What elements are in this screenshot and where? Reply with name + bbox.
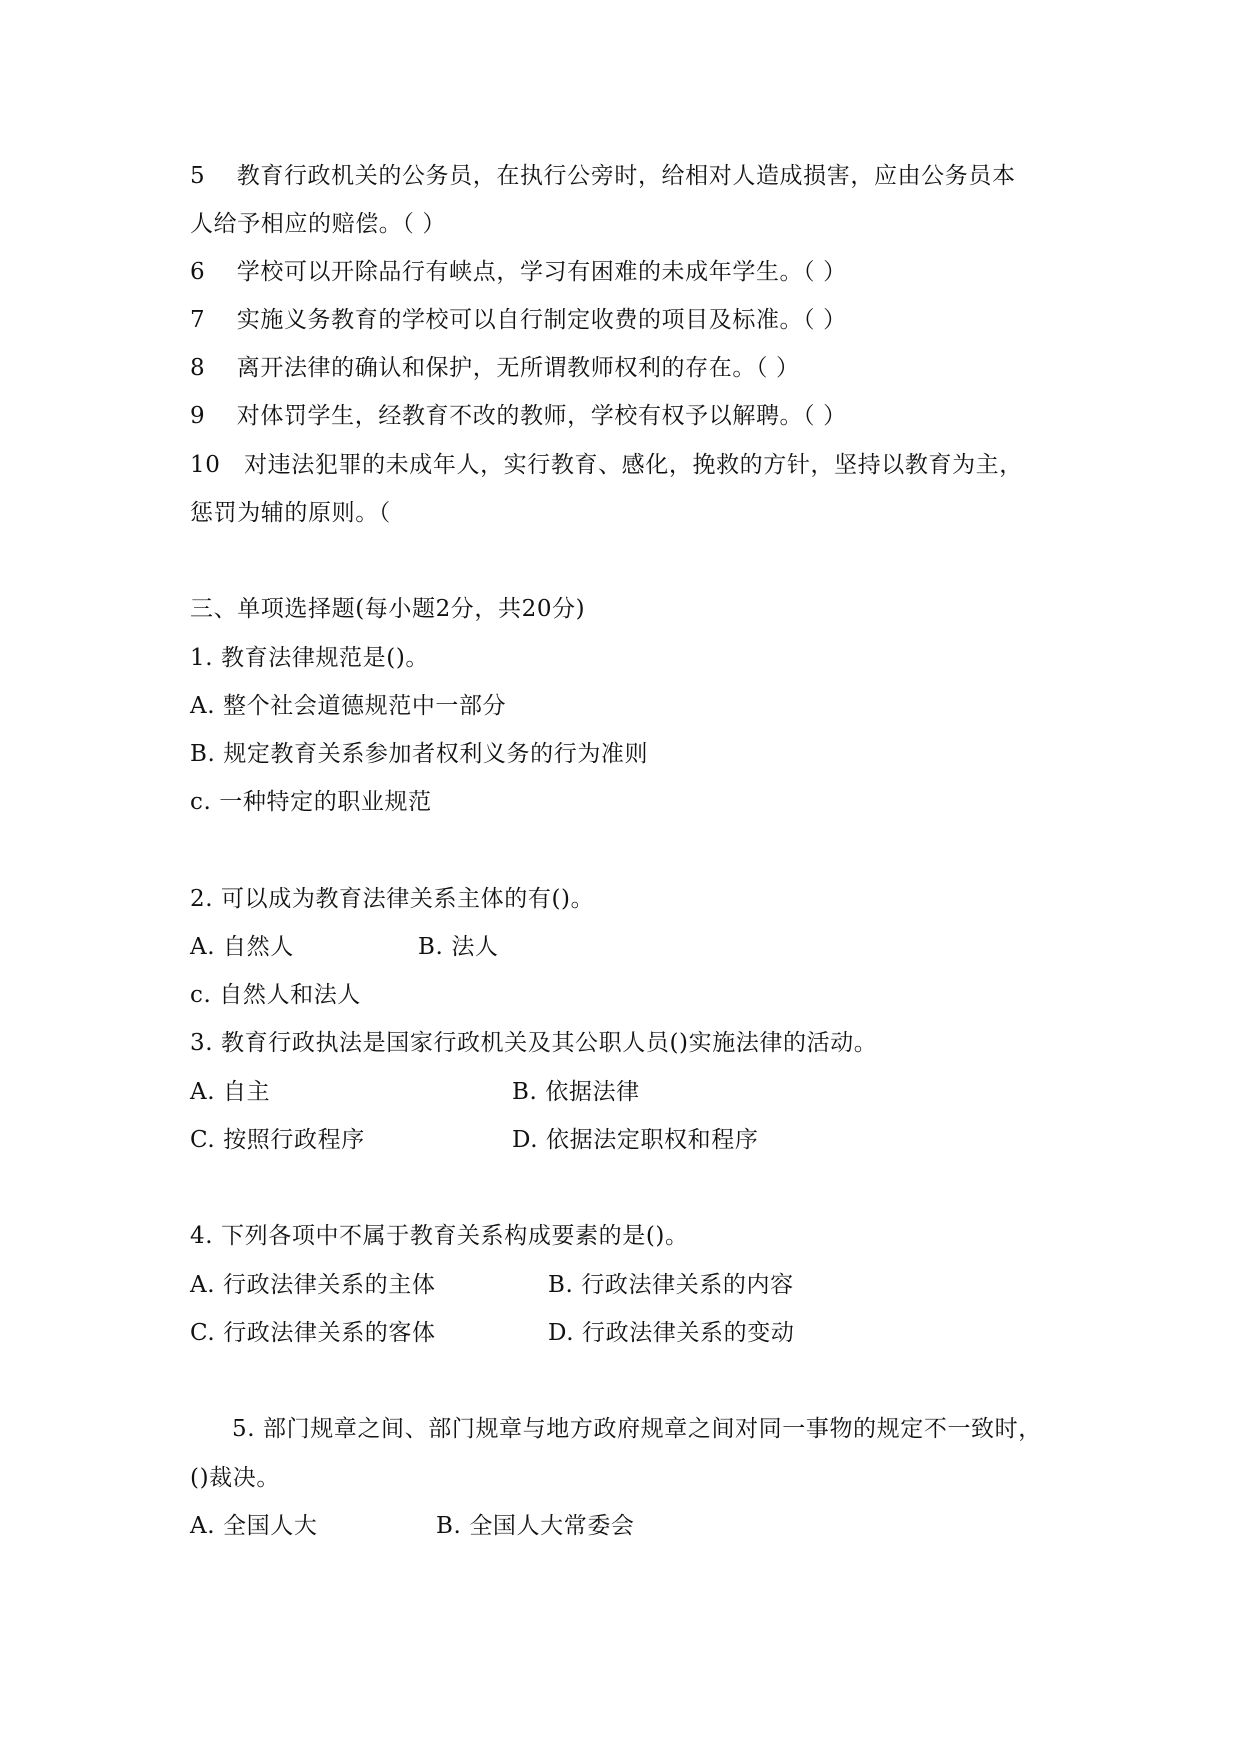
q5-option-b: B. 全国人大常委会	[436, 1513, 635, 1539]
q4-option-b: B. 行政法律关系的内容	[548, 1272, 794, 1298]
q3-option-a: A. 自主	[190, 1079, 271, 1105]
q1-option-a: A. 整个社会道德规范中一部分	[190, 693, 507, 719]
q2-option-a: A. 自然人	[190, 934, 294, 960]
q1-option-c: c. 一种特定的职业规范	[190, 789, 432, 815]
q3-option-c: C. 按照行政程序	[190, 1127, 365, 1153]
q3-stem: 3. 教育行政执法是国家行政机关及其公职人员()实施法律的活动。	[190, 1030, 878, 1056]
q2-stem: 2. 可以成为教育法律关系主体的有()。	[190, 886, 595, 912]
judgment-q10-line1: 10 对违法犯罪的未成年人，实行教育、感化，挽救的方针，坚持以教育为主，	[190, 452, 1023, 478]
judgment-q5-line1: 5 教育行政机关的公务员，在执行公旁时，给相对人造成损害，应由公务员本	[190, 163, 1016, 189]
q4-stem: 4. 下列各项中不属于教育关系构成要素的是()。	[190, 1223, 689, 1249]
judgment-q5-line2: 人给予相应的赔偿。（ ）	[190, 211, 447, 237]
section-heading: 三、单项选择题(每小题2分，共20分)	[190, 596, 586, 622]
q4-option-d: D. 行政法律关系的变动	[548, 1320, 795, 1346]
q3-option-d: D. 依据法定职权和程序	[512, 1127, 759, 1153]
q5-stem-line1: 5. 部门规章之间、部门规章与地方政府规章之间对同一事物的规定不一致时，	[232, 1416, 1042, 1442]
q2-option-c: c. 自然人和法人	[190, 982, 361, 1008]
judgment-q10-line2: 惩罚为辅的原则。（	[190, 500, 391, 526]
q1-option-b: B. 规定教育关系参加者权利义务的行为准则	[190, 741, 649, 767]
q4-option-c: C. 行政法律关系的客体	[190, 1320, 436, 1346]
judgment-q9: 9 对体罚学生，经教育不改的教师，学校有权予以解聘。（ ）	[190, 403, 847, 429]
q3-option-b: B. 依据法律	[512, 1079, 640, 1105]
judgment-q7: 7 实施义务教育的学校可以自行制定收费的项目及标准。（ ）	[190, 307, 847, 333]
judgment-q8: 8 离开法律的确认和保护，无所谓教师权利的存在。（ ）	[190, 355, 800, 381]
q5-option-a: A. 全国人大	[190, 1513, 318, 1539]
q1-stem: 1. 教育法律规范是()。	[190, 645, 430, 671]
q4-option-a: A. 行政法律关系的主体	[190, 1272, 436, 1298]
judgment-q6: 6 学校可以开除品行有峡点，学习有困难的未成年学生。（ ）	[190, 259, 847, 285]
q5-stem-line2: ()裁决。	[190, 1465, 280, 1491]
q2-option-b: B. 法人	[418, 934, 499, 960]
